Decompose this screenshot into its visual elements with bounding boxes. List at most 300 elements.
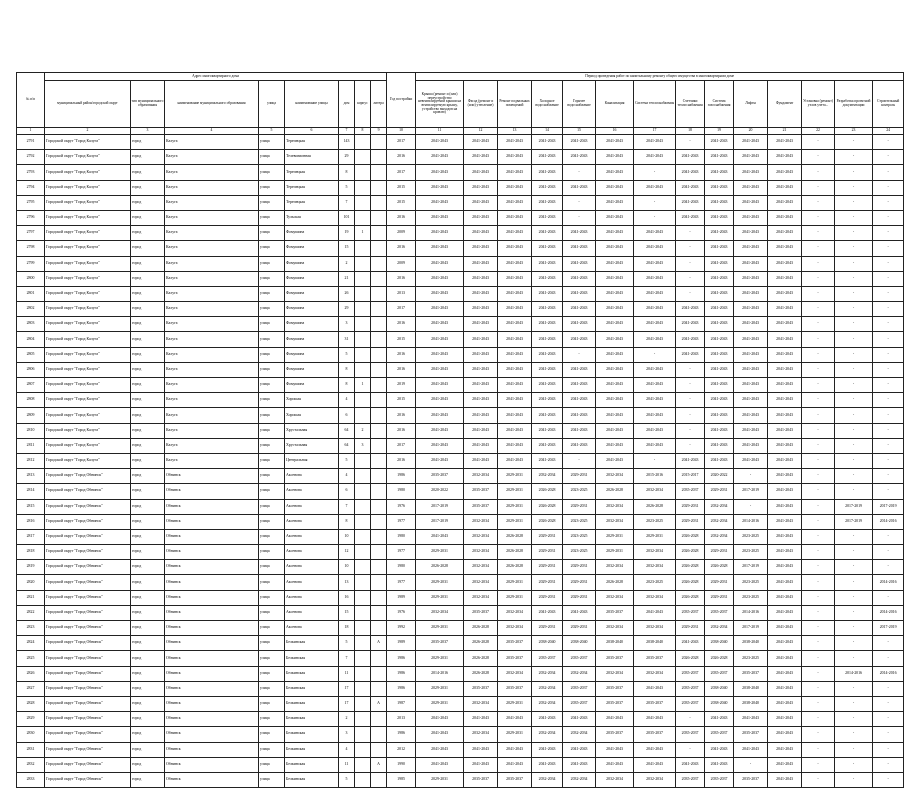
table-cell: 2014-2016 <box>873 666 904 681</box>
table-cell: - <box>873 150 904 165</box>
table-cell: - <box>873 302 904 317</box>
table-cell: Хорошая <box>285 393 339 408</box>
table-row <box>17 362 904 377</box>
table-cell: 64 <box>339 423 355 438</box>
table-cell: 2041-2043 <box>464 757 498 772</box>
table-cell: Обнинск <box>165 696 259 711</box>
table-cell: город <box>131 727 165 742</box>
table-cell: 2041-2043 <box>768 560 802 575</box>
table-cell: 2824 <box>17 636 45 651</box>
column-number: 22 <box>802 128 835 135</box>
table-cell: 2041-2043 <box>676 302 705 317</box>
table-cell <box>371 529 387 544</box>
table-cell: 2800 <box>17 271 45 286</box>
table-cell: 2041-2043 <box>634 393 676 408</box>
table-row <box>17 499 904 514</box>
table-cell: 2795 <box>17 195 45 210</box>
table-cell: 2041-2043 <box>768 256 802 271</box>
table-cell: 2026-2028 <box>634 499 676 514</box>
table-cell: 2041-2043 <box>532 150 563 165</box>
table-cell: - <box>802 408 835 423</box>
table-cell: 2041-2043 <box>768 332 802 347</box>
table-cell: 2032-2034 <box>532 772 563 787</box>
table-cell: 2029-2031 <box>498 469 532 484</box>
table-cell: 11 <box>339 757 355 772</box>
table-cell: 2041-2043 <box>634 438 676 453</box>
table-row <box>17 621 904 636</box>
table-cell: 2026-2028 <box>596 575 634 590</box>
table-cell: - <box>835 484 873 499</box>
table-cell: 2023-2025 <box>734 590 768 605</box>
table-cell: - <box>802 590 835 605</box>
table-cell: город <box>131 605 165 620</box>
table-cell: 2806 <box>17 362 45 377</box>
table-cell: 2041-2043 <box>734 210 768 225</box>
table-row <box>17 727 904 742</box>
table-cell: 2016 <box>387 453 416 468</box>
table-cell: 2041-2043 <box>734 302 768 317</box>
table-cell: 2012 <box>387 742 416 757</box>
table-cell: 1986 <box>387 681 416 696</box>
column-number: 2 <box>45 128 131 135</box>
table-cell: 2041-2043 <box>705 757 734 772</box>
table-cell: 2829 <box>17 712 45 727</box>
table-cell: - <box>835 302 873 317</box>
table-cell: 2041-2043 <box>768 378 802 393</box>
table-cell: улица <box>259 302 285 317</box>
table-cell: 2041-2043 <box>768 712 802 727</box>
table-cell: 2026-2028 <box>532 484 563 499</box>
table-cell <box>371 590 387 605</box>
table-cell: 7 <box>339 651 355 666</box>
table-cell: 2038-2040 <box>596 636 634 651</box>
table-cell: 2020-2022 <box>416 484 464 499</box>
table-cell: - <box>873 469 904 484</box>
table-cell: 2041-2043 <box>768 636 802 651</box>
table-cell: 2026-2028 <box>464 636 498 651</box>
table-cell: город <box>131 590 165 605</box>
table-cell: 2032-2034 <box>596 469 634 484</box>
table-cell: 2041-2043 <box>532 210 563 225</box>
table-row <box>17 256 904 271</box>
table-cell: 2041-2043 <box>498 332 532 347</box>
table-cell: 2041-2043 <box>416 302 464 317</box>
table-cell: - <box>802 438 835 453</box>
table-cell: 2041-2043 <box>416 438 464 453</box>
table-cell: 2041-2043 <box>768 545 802 560</box>
table-cell: - <box>873 362 904 377</box>
table-cell: - <box>835 393 873 408</box>
table-cell: 2826 <box>17 666 45 681</box>
table-cell: - <box>802 378 835 393</box>
table-cell: 2035-2037 <box>464 605 498 620</box>
table-cell: - <box>873 393 904 408</box>
table-cell: 2041-2043 <box>532 605 563 620</box>
header-col-litera: литера <box>371 81 387 128</box>
table-cell: - <box>676 256 705 271</box>
table-cell: 31 <box>339 332 355 347</box>
table-cell: 2035-2037 <box>705 727 734 742</box>
table-cell: - <box>873 636 904 651</box>
table-cell <box>355 135 371 150</box>
table-cell: 2041-2043 <box>676 180 705 195</box>
table-cell: 2041-2043 <box>768 195 802 210</box>
table-cell: 2041-2043 <box>634 241 676 256</box>
table-cell: 2032-2034 <box>705 529 734 544</box>
table-cell: - <box>676 438 705 453</box>
table-cell: 2041-2043 <box>768 469 802 484</box>
table-cell: 2041-2043 <box>768 438 802 453</box>
table-cell: 2029-2031 <box>416 651 464 666</box>
table-cell: Городской округ "Город Калуга" <box>45 210 131 225</box>
table-cell: Аксенова <box>285 514 339 529</box>
header-col-heating: Система теплоснабжения <box>634 81 676 128</box>
table-cell: 2041-2043 <box>563 286 596 301</box>
table-cell: Терепецкая <box>285 180 339 195</box>
header-col-facade: Фасад (ремонт и (или) утепление) <box>464 81 498 128</box>
table-cell: 2798 <box>17 241 45 256</box>
table-cell: - <box>802 210 835 225</box>
table-cell: 2041-2043 <box>532 317 563 332</box>
table-cell: Аксенова <box>285 560 339 575</box>
table-cell: 2041-2043 <box>464 408 498 423</box>
table-cell: 2041-2043 <box>768 317 802 332</box>
table-row <box>17 286 904 301</box>
table-cell: 2026-2028 <box>498 545 532 560</box>
table-cell: 2041-2043 <box>464 180 498 195</box>
table-cell: 2026-2028 <box>464 621 498 636</box>
table-cell: 2796 <box>17 210 45 225</box>
table-cell: 18 <box>339 621 355 636</box>
table-cell: город <box>131 772 165 787</box>
table-cell: - <box>802 514 835 529</box>
table-cell <box>371 378 387 393</box>
table-cell: 2041-2043 <box>464 362 498 377</box>
table-cell: Калуга <box>165 378 259 393</box>
table-cell: 2041-2043 <box>705 378 734 393</box>
table-cell <box>355 317 371 332</box>
table-cell: улица <box>259 135 285 150</box>
table-cell: 2023-2025 <box>563 484 596 499</box>
table-cell: 2041-2043 <box>498 302 532 317</box>
table-cell: 2041-2043 <box>676 317 705 332</box>
table-cell: - <box>802 195 835 210</box>
table-cell: город <box>131 332 165 347</box>
table-cell: 2041-2043 <box>596 757 634 772</box>
table-cell: 2825 <box>17 651 45 666</box>
table-cell: Городской округ "Город Калуга" <box>45 180 131 195</box>
table-row <box>17 317 904 332</box>
column-number: 17 <box>634 128 676 135</box>
table-cell: - <box>634 453 676 468</box>
table-cell: 2041-2043 <box>498 453 532 468</box>
table-cell: 2041-2043 <box>634 135 676 150</box>
table-cell: 2814 <box>17 484 45 499</box>
table-cell: 2029-2031 <box>498 590 532 605</box>
table-cell: Калуга <box>165 362 259 377</box>
table-cell <box>355 712 371 727</box>
table-cell: 29 <box>339 150 355 165</box>
table-cell: 2812 <box>17 453 45 468</box>
table-cell: 2041-2043 <box>563 302 596 317</box>
table-cell: 2803 <box>17 317 45 332</box>
table-cell <box>355 393 371 408</box>
table-cell: 2041-2043 <box>596 408 634 423</box>
table-cell: - <box>835 575 873 590</box>
table-cell: 1986 <box>387 469 416 484</box>
table-cell <box>371 423 387 438</box>
table-cell: 2041-2043 <box>734 712 768 727</box>
table-cell: город <box>131 256 165 271</box>
table-cell: - <box>802 423 835 438</box>
table-cell: 3 <box>339 317 355 332</box>
table-cell: 2794 <box>17 180 45 195</box>
table-cell: улица <box>259 408 285 423</box>
table-cell: 2041-2043 <box>416 195 464 210</box>
table-cell: 2041-2043 <box>596 241 634 256</box>
table-cell: 2041-2043 <box>563 180 596 195</box>
table-cell: 2041-2043 <box>768 286 802 301</box>
table-cell: А <box>371 696 387 711</box>
table-cell: 2041-2043 <box>596 210 634 225</box>
table-cell: 2026-2028 <box>416 560 464 575</box>
table-cell: 2041-2043 <box>532 135 563 150</box>
table-cell: 2822 <box>17 605 45 620</box>
table-cell: 2041-2043 <box>416 529 464 544</box>
table-cell: Городской округ "Город Калуга" <box>45 226 131 241</box>
table-cell: 2041-2043 <box>464 438 498 453</box>
table-cell: 2029-2031 <box>563 590 596 605</box>
table-cell: Калуга <box>165 438 259 453</box>
table-cell: улица <box>259 666 285 681</box>
table-cell: - <box>563 210 596 225</box>
header-col-basement: Ремонт подвальных помещений <box>498 81 532 128</box>
table-cell: Белкинская <box>285 666 339 681</box>
table-cell: 2041-2043 <box>768 772 802 787</box>
table-cell: Городской округ "Город Калуга" <box>45 408 131 423</box>
table-cell <box>371 438 387 453</box>
table-cell: 2032-2034 <box>634 772 676 787</box>
table-cell: 2801 <box>17 286 45 301</box>
table-cell: - <box>873 453 904 468</box>
table-cell: 2041-2043 <box>676 757 705 772</box>
table-cell: 1977 <box>387 575 416 590</box>
table-cell: 2029-2031 <box>676 514 705 529</box>
header-col-district: муниципальный район/городской округ <box>45 81 131 128</box>
header-col-foundation: Фундамент <box>768 81 802 128</box>
table-cell <box>355 575 371 590</box>
table-cell <box>371 332 387 347</box>
table-cell: город <box>131 742 165 757</box>
table-cell: 2009 <box>387 226 416 241</box>
table-cell <box>355 651 371 666</box>
table-cell: 2029-2031 <box>532 545 563 560</box>
table-cell <box>371 712 387 727</box>
table-cell: Калуга <box>165 286 259 301</box>
table-cell: 2041-2043 <box>768 453 802 468</box>
table-cell: улица <box>259 727 285 742</box>
table-cell: 2041-2043 <box>734 271 768 286</box>
table-cell: 2041-2043 <box>532 362 563 377</box>
table-cell: 2821 <box>17 590 45 605</box>
header-group-row <box>17 73 904 81</box>
table-cell: 2032-2034 <box>596 666 634 681</box>
column-number: 23 <box>835 128 873 135</box>
table-row <box>17 438 904 453</box>
table-cell: 2029-2031 <box>563 560 596 575</box>
table-cell: - <box>802 681 835 696</box>
table-cell: 2041-2043 <box>705 347 734 362</box>
table-cell: 2035-2037 <box>464 772 498 787</box>
table-cell: город <box>131 286 165 301</box>
table-cell: 2041-2043 <box>416 241 464 256</box>
table-cell: - <box>873 696 904 711</box>
table-cell: 1985 <box>387 772 416 787</box>
table-cell: Городской округ "Город Обнинск" <box>45 757 131 772</box>
header-col-design-docs: Разработка проектной документации <box>835 81 873 128</box>
table-cell: 2014-2016 <box>873 514 904 529</box>
table-cell: - <box>873 286 904 301</box>
table-cell: улица <box>259 636 285 651</box>
table-cell: 2041-2043 <box>734 165 768 180</box>
table-cell <box>355 150 371 165</box>
header-group-period: Период проведения работ по капитальному ремонту общего имущества в многоквартирном доме <box>416 73 904 81</box>
table-cell: 2038-2040 <box>705 636 734 651</box>
table-cell: 2029-2031 <box>498 727 532 742</box>
table-cell: 2016 <box>387 423 416 438</box>
table-cell: улица <box>259 423 285 438</box>
table-cell: 2035-2037 <box>563 681 596 696</box>
table-cell: Городской округ "Город Обнинск" <box>45 514 131 529</box>
table-cell: 2032-2034 <box>532 696 563 711</box>
table-cell: 2035-2037 <box>464 499 498 514</box>
table-cell: город <box>131 560 165 575</box>
table-cell: Городской округ "Город Калуга" <box>45 362 131 377</box>
table-cell: 2029-2031 <box>596 545 634 560</box>
table-cell: 2032-2034 <box>596 621 634 636</box>
table-cell: город <box>131 484 165 499</box>
table-cell: Калуга <box>165 226 259 241</box>
table-cell: 2029-2031 <box>563 621 596 636</box>
table-cell: 2035-2037 <box>596 605 634 620</box>
table-cell: 2026-2028 <box>676 529 705 544</box>
table-cell: 2026-2028 <box>464 666 498 681</box>
table-cell: Аксенова <box>285 605 339 620</box>
table-row <box>17 408 904 423</box>
table-cell: 2041-2043 <box>464 742 498 757</box>
table-cell: 2041-2043 <box>676 195 705 210</box>
table-cell: Калуга <box>165 347 259 362</box>
table-cell: 2041-2043 <box>768 757 802 772</box>
table-cell: 2026-2028 <box>464 651 498 666</box>
table-cell: 2041-2043 <box>563 742 596 757</box>
table-cell: Городской округ "Город Обнинск" <box>45 772 131 787</box>
table-cell: 2802 <box>17 302 45 317</box>
table-cell <box>355 332 371 347</box>
table-cell: 2041-2043 <box>464 286 498 301</box>
table-cell <box>371 135 387 150</box>
table-cell: 5 <box>339 180 355 195</box>
table-cell: 2041-2043 <box>734 256 768 271</box>
table-cell: 2041-2043 <box>416 210 464 225</box>
table-cell: 2041-2043 <box>416 742 464 757</box>
table-cell: 2041-2043 <box>532 742 563 757</box>
table-cell: 2041-2043 <box>768 165 802 180</box>
table-cell: 2026-2028 <box>676 575 705 590</box>
table-cell: 2041-2043 <box>532 408 563 423</box>
table-cell: Городской округ "Город Обнинск" <box>45 545 131 560</box>
table-cell: 2029-2031 <box>705 590 734 605</box>
table-cell: 2804 <box>17 332 45 347</box>
table-cell: 2041-2043 <box>634 757 676 772</box>
table-cell: - <box>802 317 835 332</box>
table-cell: 2041-2043 <box>676 347 705 362</box>
table-cell: 1980 <box>387 560 416 575</box>
table-cell: 2041-2043 <box>464 423 498 438</box>
table-cell: 2032-2034 <box>464 529 498 544</box>
column-number: 9 <box>371 128 387 135</box>
table-cell: 2035-2037 <box>634 727 676 742</box>
table-cell: - <box>676 286 705 301</box>
table-cell: Городской округ "Город Обнинск" <box>45 605 131 620</box>
table-cell: 2026-2028 <box>705 560 734 575</box>
table-cell: 6 <box>339 408 355 423</box>
program-table-sheet <box>16 72 900 788</box>
table-cell: Обнинск <box>165 742 259 757</box>
table-cell: 2820 <box>17 575 45 590</box>
table-cell: 2809 <box>17 408 45 423</box>
table-cell: 2041-2043 <box>416 408 464 423</box>
table-cell: Калуга <box>165 165 259 180</box>
table-cell: - <box>835 469 873 484</box>
table-cell: улица <box>259 317 285 332</box>
table-cell: 2041-2043 <box>596 271 634 286</box>
table-cell: 2016 <box>387 347 416 362</box>
table-cell: Городской округ "Город Обнинск" <box>45 499 131 514</box>
table-cell: 2041-2043 <box>498 135 532 150</box>
table-cell: улица <box>259 484 285 499</box>
table-cell: - <box>835 757 873 772</box>
table-cell: - <box>873 165 904 180</box>
table-cell: 2041-2043 <box>676 453 705 468</box>
table-cell: Обнинск <box>165 621 259 636</box>
table-cell: 2041-2043 <box>768 514 802 529</box>
table-cell: 2041-2043 <box>734 150 768 165</box>
table-cell: Обнинск <box>165 636 259 651</box>
table-cell: 2029-2031 <box>532 560 563 575</box>
table-cell: 2035-2037 <box>634 651 676 666</box>
table-cell: улица <box>259 226 285 241</box>
table-cell: 2038-2040 <box>734 696 768 711</box>
table-cell: - <box>734 757 768 772</box>
table-cell: 2026-2028 <box>532 499 563 514</box>
table-cell: 2026-2028 <box>498 560 532 575</box>
table-cell: 2041-2043 <box>498 180 532 195</box>
table-cell: Терепецкая <box>285 195 339 210</box>
table-cell: 19 <box>339 226 355 241</box>
table-cell: 2032-2034 <box>532 681 563 696</box>
table-cell: 2041-2043 <box>734 241 768 256</box>
table-cell: - <box>835 210 873 225</box>
table-cell: 2041-2043 <box>734 332 768 347</box>
table-cell: улица <box>259 742 285 757</box>
table-cell: Фомушина <box>285 317 339 332</box>
table-cell: 10 <box>339 560 355 575</box>
table-cell: - <box>835 529 873 544</box>
table-cell: 2032-2034 <box>563 666 596 681</box>
table-cell: Городской округ "Город Калуга" <box>45 286 131 301</box>
column-number: 5 <box>259 128 285 135</box>
